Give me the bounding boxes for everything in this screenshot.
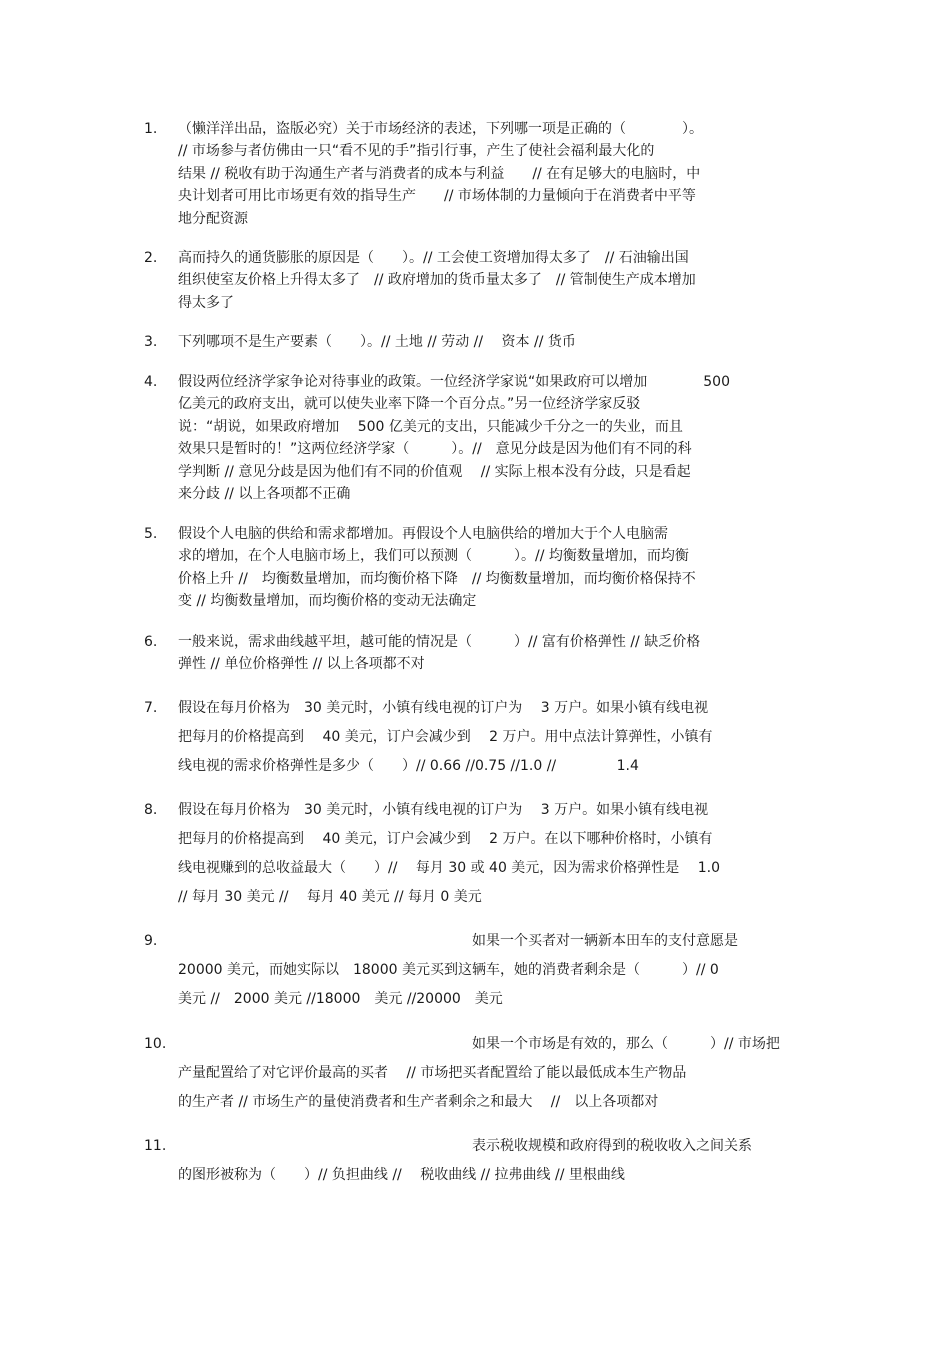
- question-number: 4.: [144, 374, 158, 390]
- question-text-line: 学判断 // 意见分歧是因为他们有不同的价值观 // 实际上根本没有分歧，只是看起: [178, 464, 691, 480]
- question-text-line: 如果一个市场是有效的，那么（ ）// 市场把: [178, 1036, 780, 1052]
- question-text-line: 来分歧 // 以上各项都不正确: [178, 486, 351, 502]
- question-text-line: 说：“胡说，如果政府增加 500 亿美元的支出，只能减少千分之一的失业，而且: [178, 419, 683, 435]
- question-text-line: 亿美元的政府支出，就可以使失业率下降一个百分点。”另一位经济学家反驳: [178, 396, 641, 412]
- question-text-line: 结果 // 税收有助于沟通生产者与消费者的成本与利益 // 在有足够大的电脑时，中: [178, 166, 701, 182]
- question-text-line: // 市场参与者仿佛由一只“看不见的手”指引行事，产生了使社会福利最大化的: [178, 143, 655, 159]
- question-text-line: 如果一个买者对一辆新本田车的支付意愿是: [178, 933, 738, 949]
- question-text-line: 得太多了: [178, 295, 234, 311]
- question-text-line: 组织使室友价格上升得太多了 // 政府增加的货币量太多了 // 管制使生产成本增加: [178, 272, 696, 288]
- question-text-line: 产量配置给了对它评价最高的买者 // 市场把买者配置给了能以最低成本生产物品: [178, 1065, 687, 1081]
- question-text-line: 弹性 // 单位价格弹性 // 以上各项都不对: [178, 656, 425, 672]
- question-text-line: 线电视的需求价格弹性是多少（ ）// 0.66 //0.75 //1.0 // 1.4: [178, 758, 639, 774]
- question-text-line: 一般来说，需求曲线越平坦，越可能的情况是（ ）// 富有价格弹性 // 缺乏价格: [178, 634, 701, 650]
- question-text-line: 把每月的价格提高到 40 美元，订户会减少到 2 万户。在以下哪种价格时，小镇有: [178, 831, 713, 847]
- question-text-line: 高而持久的通货膨胀的原因是（ ）。// 工会使工资增加得太多了 // 石油输出国: [178, 250, 689, 266]
- question-text-line: // 每月 30 美元 // 每月 40 美元 // 每月 0 美元: [178, 889, 482, 905]
- question-number: 10.: [144, 1036, 167, 1052]
- question-number: 2.: [144, 250, 158, 266]
- question-text-line: 的图形被称为（ ）// 负担曲线 // 税收曲线 // 拉弗曲线 // 里根曲线: [178, 1167, 625, 1183]
- question-text-line: 表示税收规模和政府得到的税收收入之间关系: [178, 1138, 752, 1154]
- question-text-line: （懒洋洋出品，盗版必究）关于市场经济的表述，下列哪一项是正确的（ ）。: [178, 121, 703, 137]
- question-text-line: 20000 美元，而她实际以 18000 美元买到这辆车，她的消费者剩余是（ ）// 0: [178, 962, 719, 978]
- question-text-line: 下列哪项不是生产要素（ ）。// 土地 // 劳动 // 资本 // 货币: [178, 334, 576, 350]
- question-number: 3.: [144, 334, 158, 350]
- question-text-line: 美元 // 2000 美元 //18000 美元 //20000 美元: [178, 991, 503, 1007]
- question-number: 11.: [144, 1138, 167, 1154]
- question-number: 5.: [144, 526, 158, 542]
- question-text-line: 假设个人电脑的供给和需求都增加。再假设个人电脑供给的增加大于个人电脑需: [178, 526, 668, 542]
- question-text-line: 变 // 均衡数量增加，而均衡价格的变动无法确定: [178, 593, 477, 609]
- question-text-line: 把每月的价格提高到 40 美元，订户会减少到 2 万户。用中点法计算弹性，小镇有: [178, 729, 713, 745]
- question-text-line: 价格上升 // 均衡数量增加，而均衡价格下降 // 均衡数量增加，而均衡价格保持不: [178, 571, 696, 587]
- question-text-line: 假设两位经济学家争论对待事业的政策。一位经济学家说“如果政府可以增加 500: [178, 374, 730, 390]
- question-text-line: 的生产者 // 市场生产的量使消费者和生产者剩余之和最大 // 以上各项都对: [178, 1094, 659, 1110]
- question-text-line: 假设在每月价格为 30 美元时，小镇有线电视的订户为 3 万户。如果小镇有线电视: [178, 802, 709, 818]
- question-text-line: 线电视赚到的总收益最大（ ）// 每月 30 或 40 美元，因为需求价格弹性是 1.0: [178, 860, 721, 876]
- question-text-line: 求的增加，在个人电脑市场上，我们可以预测（ ）。// 均衡数量增加，而均衡: [178, 548, 689, 564]
- question-number: 9.: [144, 933, 158, 949]
- question-text-line: 地分配资源: [178, 211, 248, 227]
- question-number: 1.: [144, 121, 158, 137]
- question-text-line: 假设在每月价格为 30 美元时，小镇有线电视的订户为 3 万户。如果小镇有线电视: [178, 700, 709, 716]
- question-number: 6.: [144, 634, 158, 650]
- question-number: 7.: [144, 700, 158, 716]
- question-text-line: 效果只是暂时的！”这两位经济学家（ ）。// 意见分歧是因为他们有不同的科: [178, 441, 692, 457]
- question-number: 8.: [144, 802, 158, 818]
- question-text-line: 央计划者可用比市场更有效的指导生产 // 市场体制的力量倾向于在消费者中平等: [178, 188, 696, 204]
